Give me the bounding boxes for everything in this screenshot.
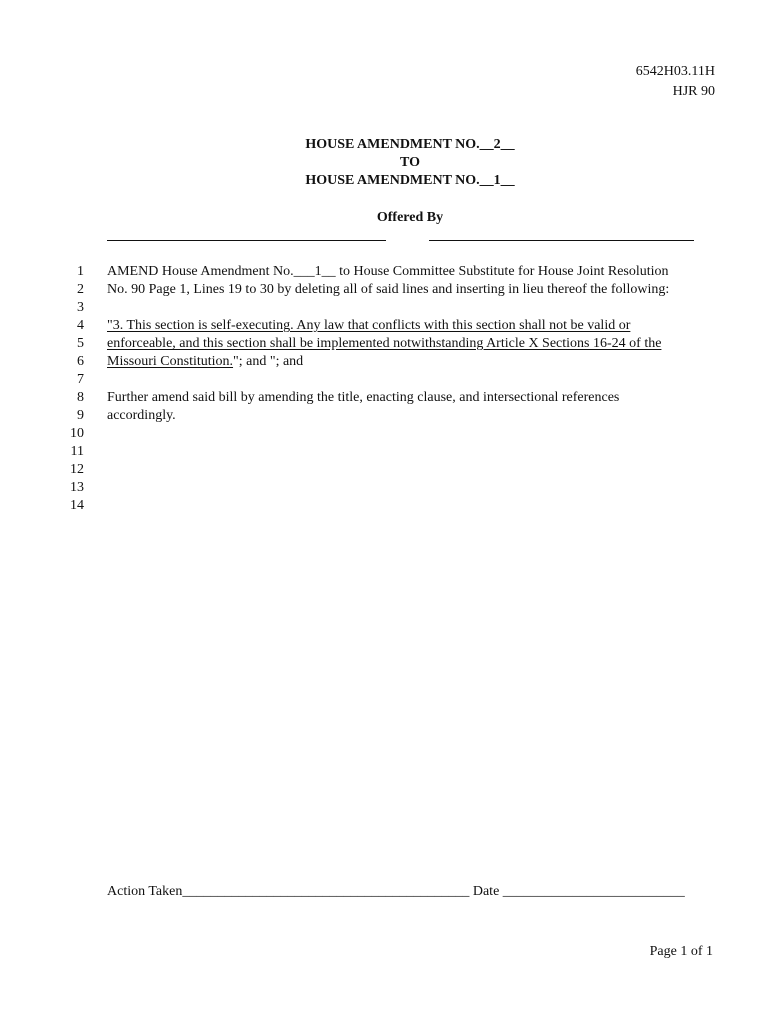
line-number: 5 — [77, 336, 84, 351]
line-number: 12 — [70, 462, 84, 477]
body-line-5: enforceable, and this section shall be implemented notwithstanding Article X Sections 16-24 of the — [107, 336, 662, 351]
offered-by-label: Offered By — [376, 210, 444, 225]
line-number: 8 — [77, 390, 84, 405]
line-number: 10 — [70, 426, 84, 441]
amendment-title-to: TO — [400, 155, 420, 170]
body-line-6 — [107, 354, 303, 370]
line-number: 1 — [77, 264, 84, 279]
line-number: 2 — [77, 282, 84, 297]
body-line-4: "3. This section is self-executing. Any law that conflicts with this section shall not be valid or — [107, 318, 631, 333]
action-taken-line: Action Taken_________________________________________ Date __________________________ — [107, 884, 685, 899]
body-line-1: AMEND House Amendment No.___1__ to House Committee Substitute for House Joint Resolution — [107, 264, 669, 279]
amendment-title-target: HOUSE AMENDMENT NO.__1__ — [305, 173, 515, 188]
line-number: 14 — [70, 498, 84, 513]
offered-by-signature-line-right — [429, 240, 694, 241]
line-number: 7 — [77, 372, 84, 387]
line-number: 6 — [77, 354, 84, 369]
line-number: 9 — [77, 408, 84, 423]
amendment-title: HOUSE AMENDMENT NO.__2__ — [305, 137, 515, 152]
line-number: 11 — [70, 444, 84, 459]
line-number: 4 — [77, 318, 84, 333]
body-line-8: Further amend said bill by amending the title, enacting clause, and intersectional references — [107, 390, 620, 405]
document-id: 6542H03.11H — [635, 64, 715, 79]
offered-by-signature-line-left — [107, 240, 386, 241]
page-number: Page 1 of 1 — [649, 944, 713, 959]
line-number: 13 — [70, 480, 84, 495]
body-line-6-underlined: Missouri Constitution. — [107, 354, 234, 369]
body-line-9: accordingly. — [107, 408, 176, 423]
line-number: 3 — [77, 300, 84, 315]
bill-id: HJR 90 — [672, 84, 715, 99]
body-line-2: No. 90 Page 1, Lines 19 to 30 by deleting all of said lines and inserting in lieu thereof the following: — [107, 282, 670, 297]
body-line-6-rest: "; and "; and — [233, 354, 304, 369]
